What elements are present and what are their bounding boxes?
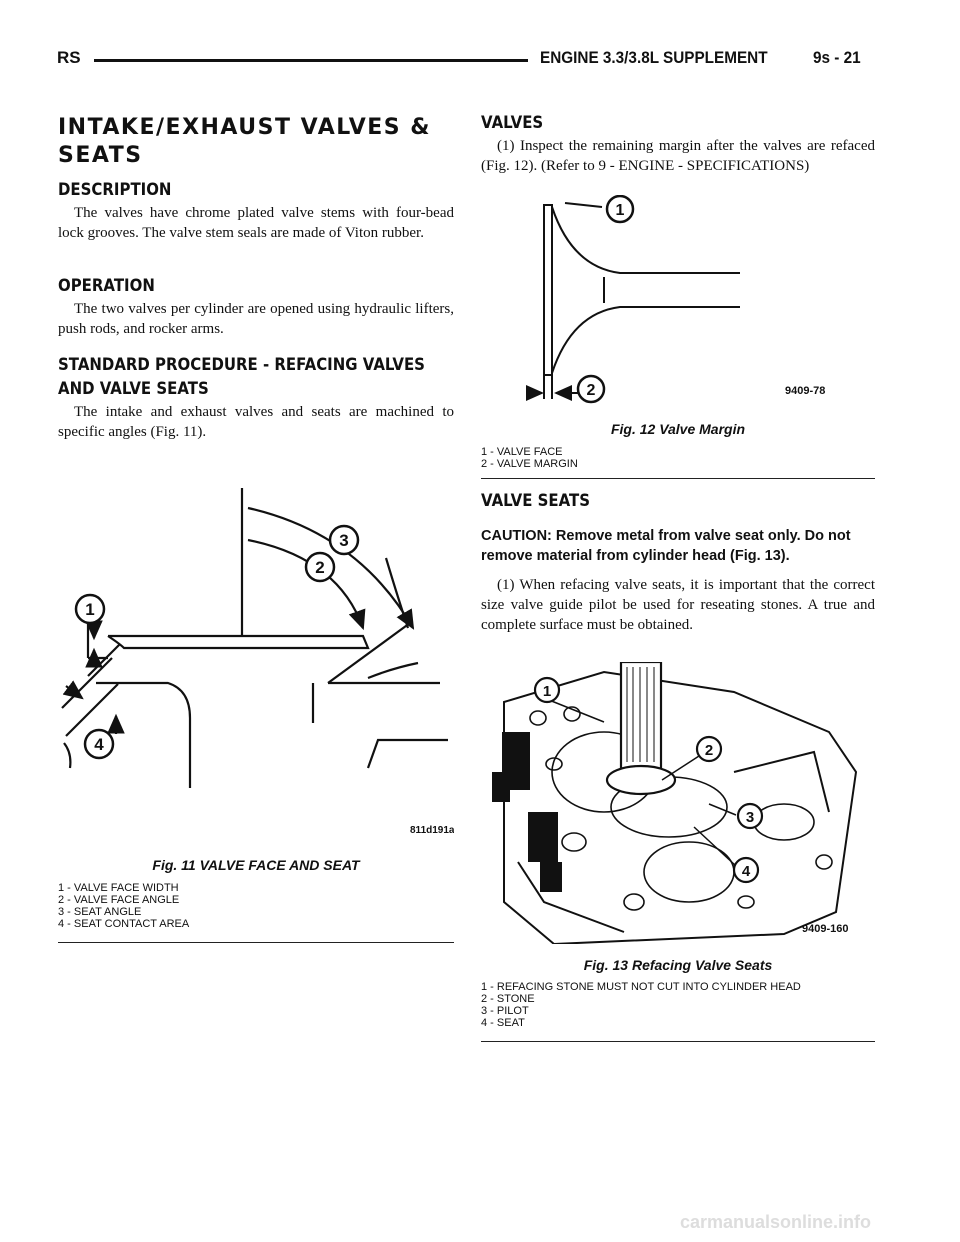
figure-11-rule	[58, 942, 454, 943]
description-text: The valves have chrome plated valve stems with four-bead lock grooves. The valve stem seals are made of Viton rubber.	[58, 205, 454, 241]
figure-11-caption: Fig. 11 VALVE FACE AND SEAT	[152, 857, 360, 873]
fig12-callout-2: 2	[586, 382, 596, 399]
legend-item: 3 - SEAT ANGLE	[58, 906, 142, 918]
fig13-callout-2: 2	[704, 742, 714, 759]
figure-11-valve-face-and-seat	[58, 478, 454, 850]
figure-12-caption: Fig. 12 Valve Margin	[610, 421, 746, 437]
fig13-callout-4: 4	[741, 863, 751, 880]
valves-heading: VALVES	[481, 113, 544, 133]
description-heading: DESCRIPTION	[58, 180, 172, 200]
operation-text: The two valves per cylinder are opened using hydraulic lifters, push rods, and rocker arms.	[58, 301, 454, 337]
fig11-callout-1: 1	[85, 600, 95, 619]
procedure-heading: STANDARD PROCEDURE - REFACING VALVES AND VALVE SEATS	[58, 355, 425, 399]
figure-11-legend	[58, 882, 189, 930]
legend-item: 1 - VALVE FACE	[481, 446, 563, 458]
operation-heading: OPERATION	[58, 276, 155, 296]
page-number: 9s - 21	[813, 48, 861, 67]
valve-seats-text: (1) When refacing valve seats, it is important that the correct size valve guide pilot be used for reseating stones. A true and complete surface must be obtained.	[481, 577, 875, 633]
valves-text: (1) Inspect the remaining margin after the valves are refaced (Fig. 12). (Refer to 9 - ENGINE - SPECIFICATIONS)	[481, 138, 875, 174]
legend-item: 2 - VALVE MARGIN	[481, 458, 578, 470]
fig12-callout-1: 1	[615, 202, 625, 219]
legend-item: 4 - SEAT	[481, 1017, 525, 1029]
figure-13-legend	[481, 981, 801, 1029]
caution-note: CAUTION: Remove metal from valve seat only. Do not remove material from cylinder head (Fig. 13).	[481, 528, 851, 564]
valve-seats-heading: VALVE SEATS	[481, 491, 591, 511]
fig13-callout-1: 1	[542, 683, 552, 700]
fig13-callout-3: 3	[745, 809, 755, 826]
fig12-code: 9409-78	[785, 385, 826, 397]
figure-13-caption: Fig. 13 Refacing Valve Seats	[583, 957, 773, 973]
legend-item: 1 - REFACING STONE MUST NOT CUT INTO CYLINDER HEAD	[481, 981, 801, 993]
watermark[interactable]: carmanualsonline.info	[680, 1212, 872, 1232]
legend-item: 1 - VALVE FACE WIDTH	[58, 882, 179, 894]
figure-12-valve-margin	[520, 195, 850, 417]
header-title: ENGINE 3.3/3.8L SUPPLEMENT	[540, 48, 768, 67]
legend-item: 2 - STONE	[481, 993, 535, 1005]
main-title: INTAKE/EXHAUST VALVES & SEATS	[58, 115, 431, 168]
fig11-callout-3: 3	[339, 531, 349, 550]
fig11-callout-2: 2	[315, 558, 325, 577]
figure-13-refacing-valve-seats	[484, 662, 874, 944]
figure-13-rule	[481, 1041, 875, 1042]
fig13-code: 9409-160	[802, 923, 849, 935]
legend-item: 3 - PILOT	[481, 1005, 529, 1017]
fig11-callout-4: 4	[94, 735, 104, 754]
header-section-code: RS	[57, 48, 81, 67]
legend-item: 4 - SEAT CONTACT AREA	[58, 918, 190, 930]
legend-item: 2 - VALVE FACE ANGLE	[58, 894, 180, 906]
fig11-code: 811d191a	[410, 825, 454, 836]
procedure-text: The intake and exhaust valves and seats are machined to specific angles (Fig. 11).	[58, 404, 454, 440]
figure-12-legend	[481, 446, 578, 470]
figure-12-rule	[481, 478, 875, 479]
header-rule	[94, 59, 528, 62]
